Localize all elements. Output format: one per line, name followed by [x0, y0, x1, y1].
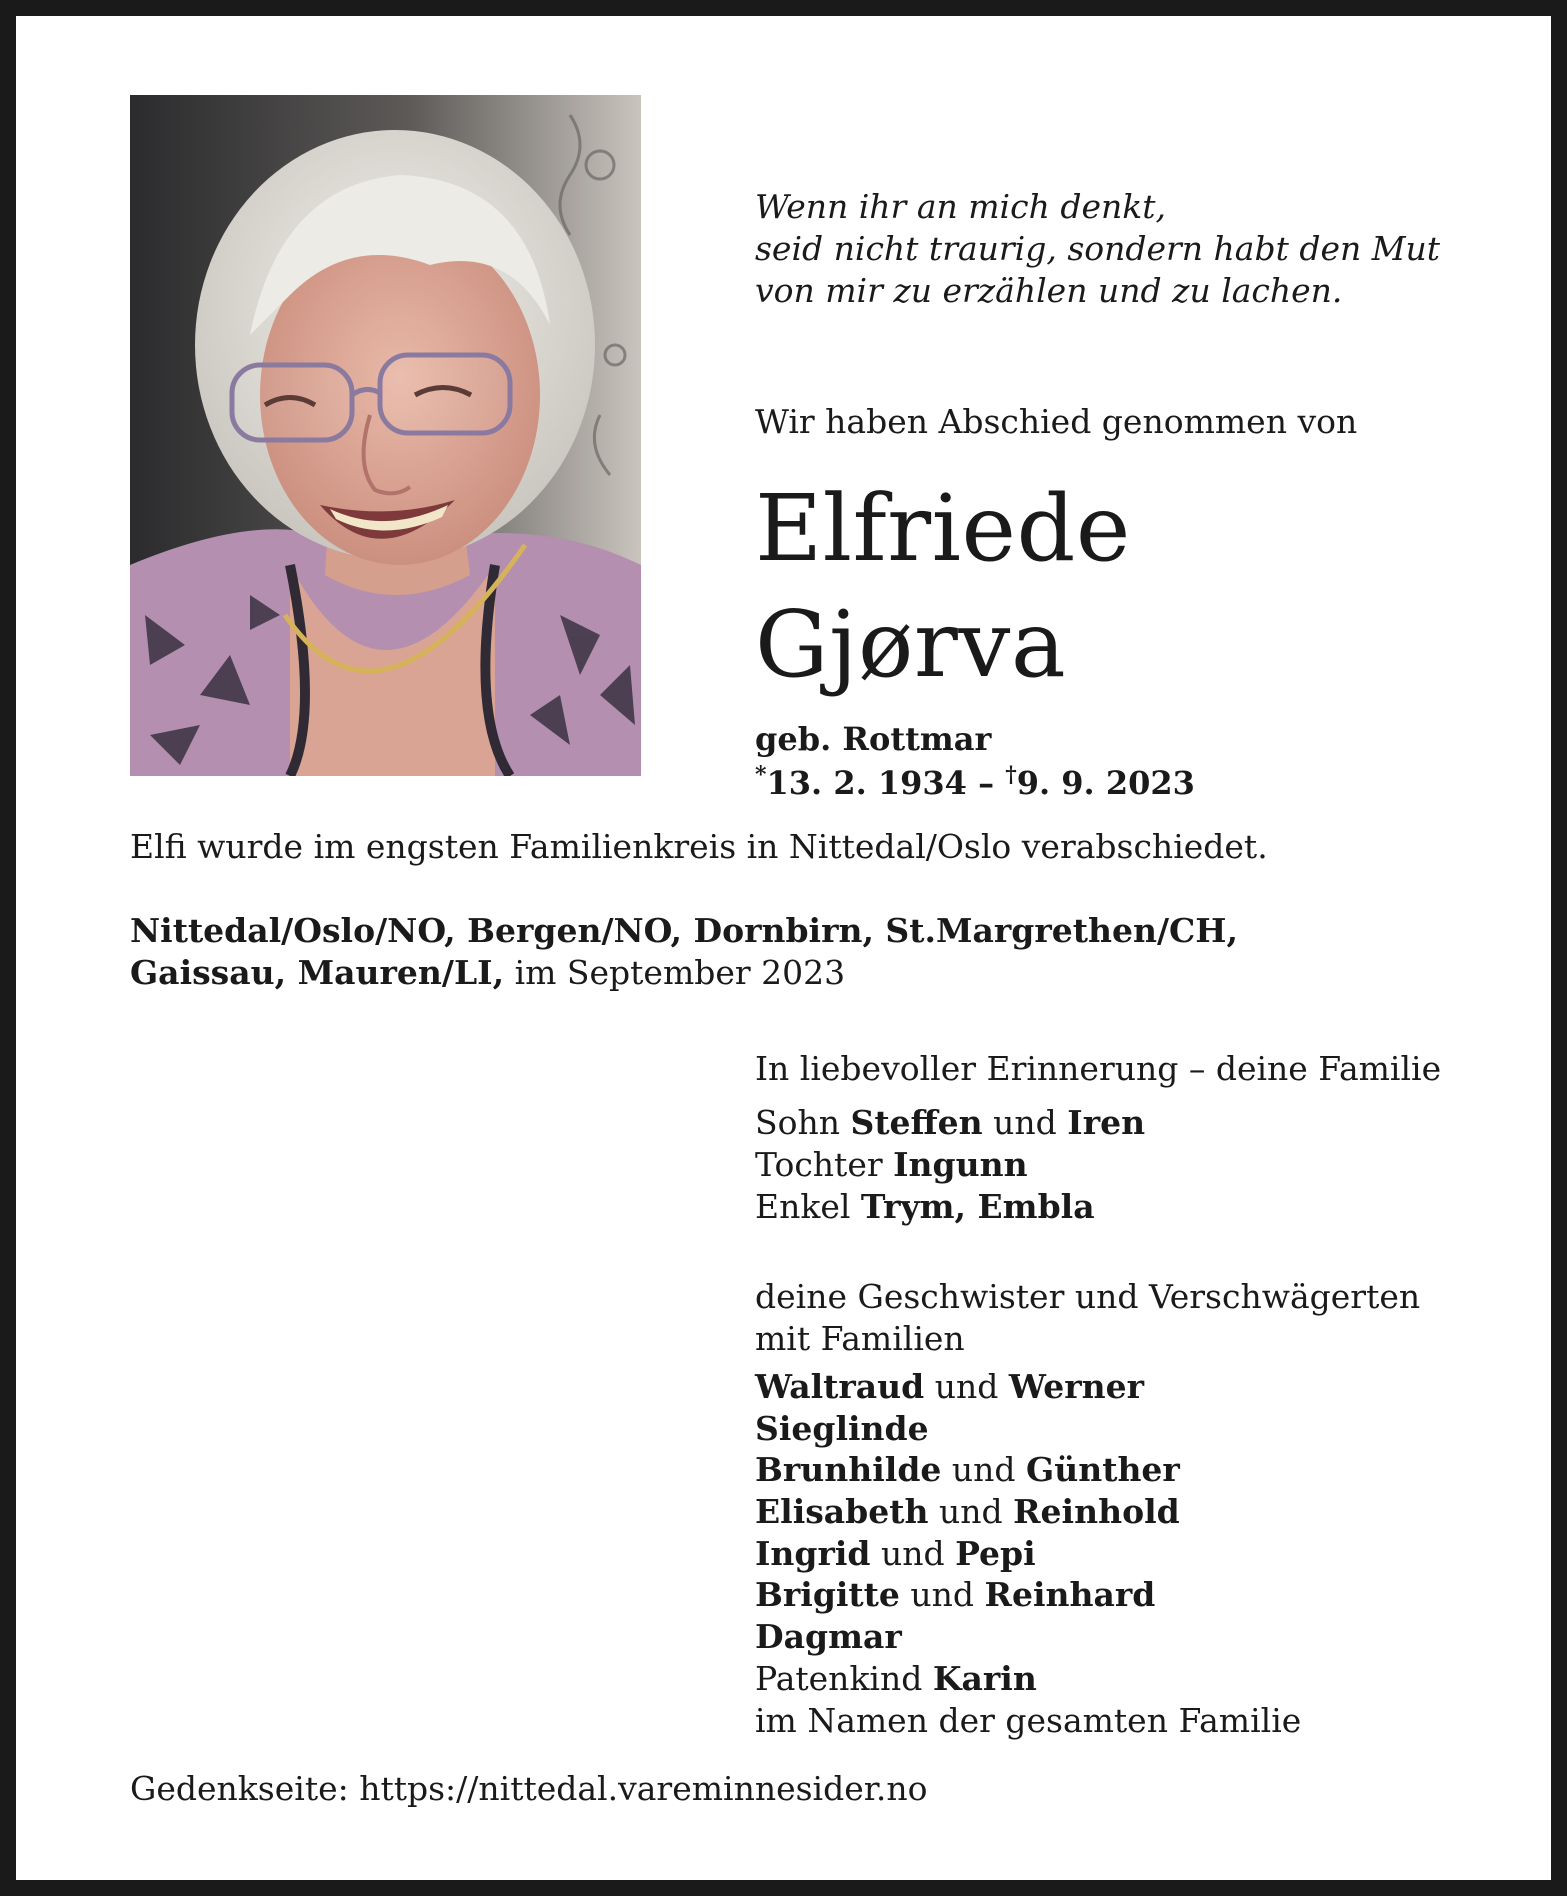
birth-date: 13. 2. 1934 — [766, 764, 967, 802]
sibling-entry: Elisabeth und Reinhold — [755, 1492, 1180, 1532]
life-dates — [755, 762, 1195, 808]
sibling-entry: Dagmar — [755, 1617, 902, 1657]
places-line-2-rest: im September 2023 — [504, 953, 846, 992]
birth-name: geb. Rottmar — [755, 720, 992, 758]
portrait-image — [130, 95, 641, 776]
birth-symbol: * — [755, 762, 767, 788]
quote-line: von mir zu erzählen und zu lachen. — [755, 271, 1343, 310]
siblings-list — [755, 1366, 1301, 1741]
obituary-page — [16, 16, 1551, 1880]
family-heading: In liebevoller Erinnerung – deine Familie — [755, 1049, 1442, 1088]
family-list — [755, 1102, 1145, 1228]
quote-line: Wenn ihr an mich denkt, — [755, 187, 1166, 226]
intro-text: Wir haben Abschied genommen von — [755, 402, 1358, 441]
places-line-2-bold: Gaissau, Mauren/LI, — [130, 953, 505, 992]
sibling-entry: Ingrid und Pepi — [755, 1533, 1036, 1573]
places-line-1: Nittedal/Oslo/NO, Bergen/NO, Dornbirn, St.Margrethen/CH, — [130, 911, 1238, 950]
first-name: Elfriede — [755, 475, 1131, 582]
quote-line: seid nicht traurig, sondern habt den Mut — [755, 229, 1441, 268]
sibling-entry: Brigitte und Reinhard — [755, 1575, 1156, 1615]
family-member: Enkel Trym, Embla — [755, 1187, 1095, 1226]
family-member: Tochter Ingunn — [755, 1145, 1028, 1184]
closing-line: im Namen der gesamten Familie — [755, 1700, 1302, 1740]
last-name: Gjørva — [755, 591, 1067, 698]
farewell-text: Elfi wurde im engsten Familienkreis in Nittedal/Oslo verabschiedet. — [130, 827, 1268, 866]
family-member: Sohn Steffen und Iren — [755, 1103, 1146, 1142]
deceased-name — [755, 471, 1131, 703]
memorial-page-link[interactable]: Gedenkseite: https://nittedal.vareminnesider.no — [130, 1769, 928, 1808]
sibling-entry: Sieglinde — [755, 1408, 929, 1448]
date-separator: – — [966, 764, 1006, 802]
memorial-quote — [755, 186, 1440, 312]
sibling-entry: Brunhilde und Günther — [755, 1450, 1180, 1490]
sibling-entry: Patenkind Karin — [755, 1658, 1037, 1698]
death-symbol: † — [1005, 762, 1017, 788]
siblings-heading: deine Geschwister und Verschwägerten mit Familien — [755, 1277, 1421, 1358]
death-date: 9. 9. 2023 — [1016, 764, 1195, 802]
portrait-photo — [130, 95, 641, 776]
places — [130, 910, 1238, 994]
sibling-entry: Waltraud und Werner — [755, 1367, 1144, 1406]
places-line-2 — [130, 952, 1238, 994]
